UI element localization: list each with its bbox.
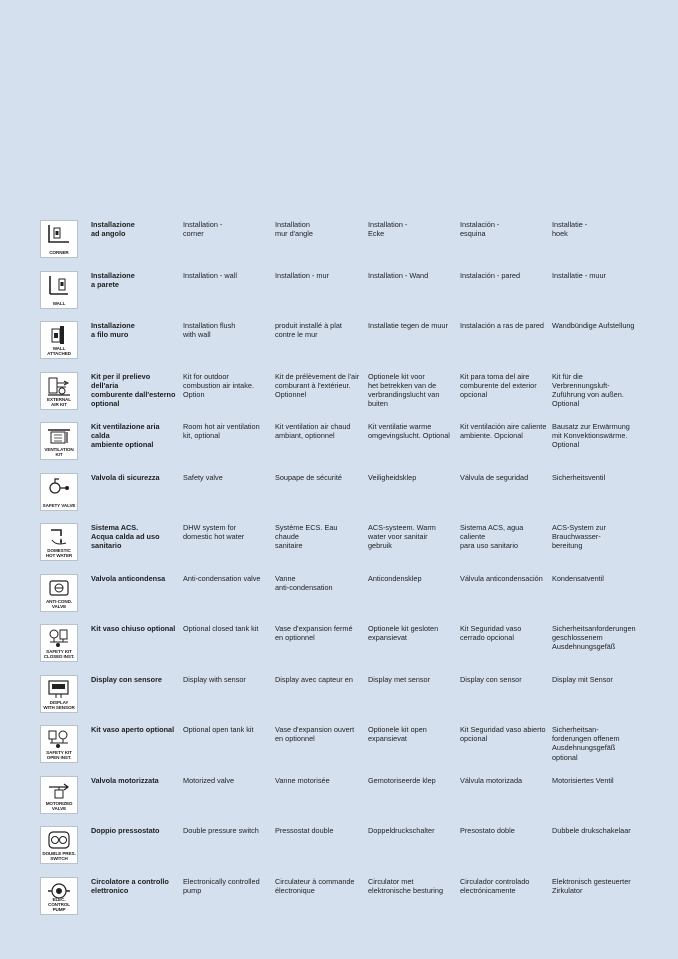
label-italian: Valvola anticondensa xyxy=(91,573,166,583)
legend-row xyxy=(0,671,678,722)
label-spanish: Circulador controlado electrónicamente xyxy=(460,876,530,895)
label-french: Vanne anti-condensation xyxy=(275,573,333,592)
label-german: Installatie - muur xyxy=(552,270,606,280)
label-dutch: Installation - Ecke xyxy=(368,220,408,239)
label-english: DHW system for domestic hot water xyxy=(183,523,245,542)
legend-row xyxy=(0,570,678,621)
label-spanish: Válvula de seguridad xyxy=(460,472,529,482)
label-french: Pressostat double xyxy=(275,826,334,835)
label-german: Wandbündige Aufstellung xyxy=(552,321,635,330)
label-german: Elektronisch gesteuerter Zirkulator xyxy=(552,876,631,895)
label-english: Electronically controlled pump xyxy=(183,876,260,895)
icon-caption: DOUBLE PRES. SWITCH xyxy=(42,851,76,862)
safety-valve-icon xyxy=(40,473,78,511)
label-spanish: Display con sensor xyxy=(460,674,522,684)
label-dutch: Display met sensor xyxy=(368,674,431,684)
label-german: ACS-System zur Brauchwasser- bereitung xyxy=(552,523,606,551)
label-english: Room hot air ventilation kit, optional xyxy=(183,422,260,441)
label-english: Motorized valve xyxy=(183,775,235,785)
icon-caption: WALL ATTACHED xyxy=(47,346,71,357)
label-english: Safety valve xyxy=(183,472,223,482)
label-spanish: Válvula anticondensación xyxy=(460,573,543,583)
label-english: Double pressure switch xyxy=(183,826,259,835)
label-french: Kit ventilation air chaud ambiant, optionnel xyxy=(275,422,351,441)
ventilation-kit-icon xyxy=(40,422,78,460)
label-english: Kit for outdoor combustion air intake. Option xyxy=(183,371,254,399)
label-german: Bausatz zur Erwärmung mit Konvektionswärme. Optional xyxy=(552,422,630,450)
label-french: Vase d'expansion fermé en optionnel xyxy=(275,624,353,643)
double-pressure-switch-icon xyxy=(40,826,78,864)
label-spanish: Presostato doble xyxy=(460,826,515,835)
label-italian: Circolatore a controllo elettronico xyxy=(91,876,169,895)
label-spanish: Instalación - pared xyxy=(460,270,521,280)
label-spanish: Instalación a ras de pared xyxy=(460,321,544,330)
label-spanish: Kit Seguridad vaso cerrado opcional xyxy=(460,624,522,643)
label-dutch: Optionele kit open expansievat xyxy=(368,725,427,744)
safety-kit-closed-icon xyxy=(40,624,78,662)
label-german: Installatie - hoek xyxy=(552,220,588,239)
icon-caption: VENTILATION KIT xyxy=(44,447,74,458)
label-english: Anti-condensation valve xyxy=(183,573,261,583)
label-italian: Installazione a parete xyxy=(91,270,135,289)
label-dutch: Installation - Wand xyxy=(368,270,429,280)
label-spanish: Sistema ACS, agua caliente para uso sanitario xyxy=(460,523,524,551)
legend-row xyxy=(0,267,678,318)
label-dutch: Kit ventilatie warme omgevingslucht. Optional xyxy=(368,422,450,441)
label-french: Vanne motorisée xyxy=(275,775,330,785)
label-dutch: Optionele kit voor het betrekken van de verbrandingslucht van buiten xyxy=(368,371,440,409)
label-italian: Installazione a filo muro xyxy=(91,321,135,340)
legend-row xyxy=(0,873,678,924)
label-spanish: Kit ventilación aire caliente ambiente. Opcional xyxy=(460,422,547,441)
label-spanish: Kit Seguridad vaso abierto opcional xyxy=(460,725,546,744)
safety-kit-open-icon xyxy=(40,725,78,763)
icon-caption: SAFETY KIT CLOSED INST. xyxy=(43,649,75,660)
label-french: Système ECS. Eau chaude sanitaire xyxy=(275,523,338,551)
label-english: Display with sensor xyxy=(183,674,246,684)
label-italian: Doppio pressostato xyxy=(91,826,160,835)
label-italian: Kit vaso chiuso optional xyxy=(91,624,176,633)
label-dutch: Doppeldruckschalter xyxy=(368,826,435,835)
label-german: Sicherheitsventil xyxy=(552,472,606,482)
label-italian: Valvola motorizzata xyxy=(91,775,159,785)
label-italian: Kit ventilazione aria calda ambiente optional xyxy=(91,422,160,450)
legend-row xyxy=(0,418,678,469)
label-dutch: ACS-systeem. Warm water voor sanitair gebruik xyxy=(368,523,436,551)
label-dutch: Circulator met elektronische besturing xyxy=(368,876,444,895)
legend-row xyxy=(0,216,678,267)
label-dutch: Anticondensklep xyxy=(368,573,422,583)
label-italian: Kit vaso aperto optional xyxy=(91,725,175,734)
label-spanish: Kit para toma del aire comburente del exterior opcional xyxy=(460,371,537,399)
label-french: Vase d'expansion ouvert en optionnel xyxy=(275,725,355,744)
legend-row xyxy=(0,317,678,368)
label-german: Dubbele drukschakelaar xyxy=(552,826,631,835)
label-english: Optional open tank kit xyxy=(183,725,254,734)
icon-caption: WALL xyxy=(52,300,66,306)
label-english: Installation flush with wall xyxy=(183,321,236,340)
electronic-control-pump-icon xyxy=(40,877,78,915)
label-french: produit installé à plat contre le mur xyxy=(275,321,342,340)
legend-row xyxy=(0,822,678,873)
icon-caption: MOTORIZED VALVE xyxy=(45,800,73,811)
label-german: Kit für die Verbrennungsluft- Zuführung von außen. Optional xyxy=(552,371,624,409)
label-french: Kit de prélèvement de l'air comburant à l'extérieur. Optionnel xyxy=(275,371,360,399)
icon-caption: DOMESTIC HOT WATER xyxy=(45,548,73,559)
label-french: Circulateur à commande électronique xyxy=(275,876,355,895)
label-italian: Installazione ad angolo xyxy=(91,220,135,239)
icon-caption: SAFETY VALVE xyxy=(42,502,76,508)
label-french: Display avec capteur en xyxy=(275,674,353,684)
icon-caption: EXTERNAL AIR KIT xyxy=(47,396,71,407)
label-french: Soupape de sécurité xyxy=(275,472,342,482)
legend-row xyxy=(0,368,678,419)
icon-caption: ANTI-COND. VALVE xyxy=(45,598,73,609)
feature-legend xyxy=(0,216,678,923)
legend-row xyxy=(0,620,678,671)
icon-caption: DISPLAY WITH SENSOR xyxy=(43,699,75,710)
legend-row xyxy=(0,721,678,772)
label-dutch: Veiligheidsklep xyxy=(368,472,417,482)
label-spanish: Válvula motorizada xyxy=(460,775,523,785)
label-french: Installation mur d'angle xyxy=(275,220,313,239)
label-dutch: Gemotoriseerde klep xyxy=(368,775,436,785)
label-english: Optional closed tank kit xyxy=(183,624,259,633)
external-air-kit-icon xyxy=(40,372,78,410)
label-german: Sicherheitsan- forderungen offenem Ausdehnungsgefäß optional xyxy=(552,725,620,762)
label-italian: Kit per il prelievo dell'aria comburente dall'esterno optional xyxy=(91,371,176,409)
legend-row xyxy=(0,772,678,823)
display-sensor-icon xyxy=(40,675,78,713)
label-german: Motorisiertes Ventil xyxy=(552,775,614,785)
label-german: Kondensatventil xyxy=(552,573,604,583)
icon-caption: CORNER xyxy=(49,250,69,256)
label-spanish: Instalación - esquina xyxy=(460,220,500,239)
icon-caption: ELEC. CONTROL PUMP xyxy=(47,897,70,912)
icon-caption: SAFETY KIT OPEN INST. xyxy=(46,750,72,761)
corner-icon xyxy=(40,220,78,258)
wall-attached-icon xyxy=(40,321,78,359)
label-german: Sicherheitsanforderungen geschlossenem Ausdehnungsgefäß xyxy=(552,624,636,652)
label-german: Display mit Sensor xyxy=(552,674,613,684)
label-french: Installation - mur xyxy=(275,270,329,280)
anti-condensation-valve-icon xyxy=(40,574,78,612)
domestic-hot-water-icon xyxy=(40,523,78,561)
label-italian: Valvola di sicurezza xyxy=(91,472,160,482)
label-italian: Sistema ACS. Acqua calda ad uso sanitario xyxy=(91,523,160,551)
legend-row xyxy=(0,469,678,520)
label-italian: Display con sensore xyxy=(91,674,162,684)
label-dutch: Installatie tegen de muur xyxy=(368,321,448,330)
motorized-valve-icon xyxy=(40,776,78,814)
label-dutch: Optionele kit gesloten expansievat xyxy=(368,624,439,643)
label-english: Installation - corner xyxy=(183,220,223,239)
wall-icon xyxy=(40,271,78,309)
label-english: Installation - wall xyxy=(183,270,237,280)
legend-row xyxy=(0,519,678,570)
